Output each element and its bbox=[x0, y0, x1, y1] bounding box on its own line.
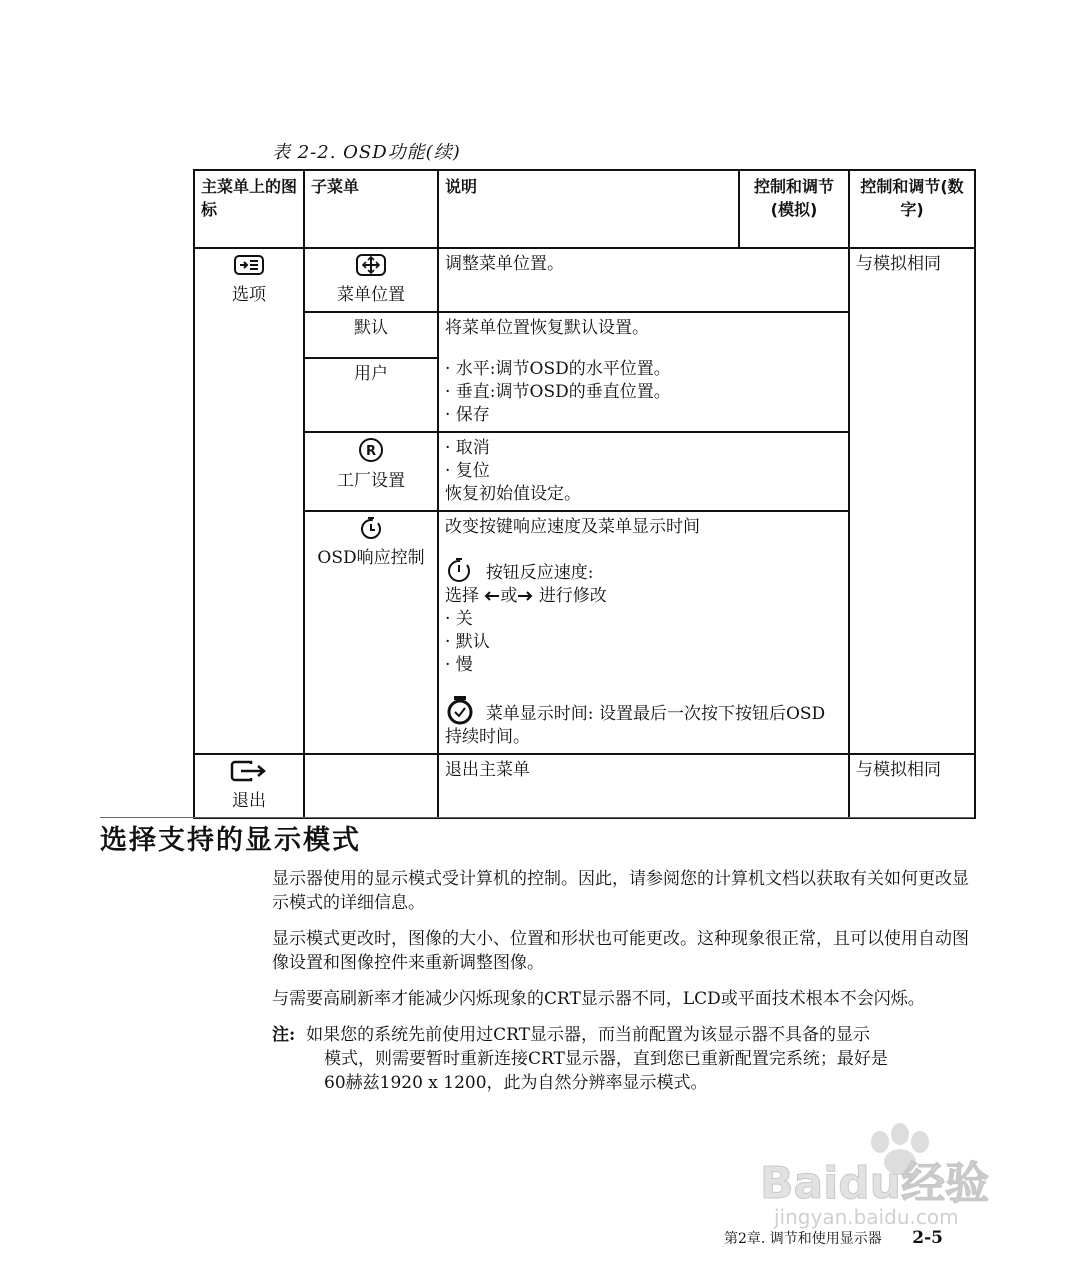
section-heading: 选择支持的显示模式 bbox=[100, 825, 361, 856]
option-default: · 默认 bbox=[445, 632, 490, 652]
baidu-watermark bbox=[760, 1120, 1010, 1234]
factory-cell bbox=[304, 432, 438, 511]
header-digital: 控制和调节(数字) bbox=[849, 170, 975, 248]
menu-position-icon bbox=[355, 253, 387, 284]
factory-desc bbox=[438, 432, 849, 511]
exit-desc: 退出主菜单 bbox=[438, 754, 849, 818]
exit-main-cell bbox=[194, 754, 304, 818]
table-row bbox=[194, 248, 975, 312]
table-row bbox=[194, 754, 975, 818]
table-header-row bbox=[194, 170, 975, 248]
select-text-b: 或 bbox=[500, 586, 518, 606]
note-line-3: 60赫兹1920 x 1200，此为自然分辨率显示模式。 bbox=[324, 1073, 708, 1093]
watermark-brand: Baidu经验 bbox=[760, 1158, 990, 1209]
select-text-a: 选择 bbox=[445, 586, 479, 606]
page-footer bbox=[724, 1228, 943, 1248]
factory-desc-restore: 恢复初始值设定。 bbox=[445, 484, 581, 504]
table-caption: 表 2-2. OSD功能(续) bbox=[272, 142, 461, 163]
osd-response-title: 改变按键响应速度及菜单显示时间 bbox=[445, 517, 700, 537]
footer-chapter: 第2章. 调节和使用显示器 bbox=[724, 1231, 882, 1247]
osd-response-label: OSD响应控制 bbox=[317, 548, 425, 568]
options-main-cell bbox=[194, 248, 304, 754]
note-label: 注: bbox=[272, 1025, 296, 1045]
button-speed-label: 按钮反应速度: bbox=[485, 563, 594, 583]
arrow-right-icon bbox=[517, 585, 533, 608]
default-label: 默认 bbox=[304, 312, 438, 358]
select-text-c: 进行修改 bbox=[538, 586, 607, 606]
exit-digital: 与模拟相同 bbox=[849, 754, 975, 818]
menu-position-label: 菜单位置 bbox=[337, 285, 405, 305]
default-user-desc bbox=[438, 312, 849, 432]
note-line-2: 模式，则需要暂时重新连接CRT显示器，直到您已重新配置完系统；最好是 bbox=[324, 1049, 888, 1069]
options-label: 选项 bbox=[232, 285, 266, 305]
paragraph-3: 与需要高刷新率才能减少闪烁现象的CRT显示器不同，LCD或平面技术根本不会闪烁。 bbox=[272, 989, 925, 1009]
option-off: · 关 bbox=[445, 609, 473, 629]
factory-reset-icon bbox=[357, 437, 385, 470]
exit-label: 退出 bbox=[232, 791, 266, 811]
stopwatch-icon bbox=[445, 695, 475, 726]
user-desc-save: · 保存 bbox=[445, 405, 490, 425]
page-number: 2-5 bbox=[912, 1228, 943, 1248]
factory-label: 工厂设置 bbox=[337, 471, 405, 491]
header-description: 说明 bbox=[438, 170, 739, 248]
section-body bbox=[272, 867, 972, 1095]
menu-time-label-cont: 持续时间。 bbox=[445, 727, 530, 747]
arrow-left-icon bbox=[484, 585, 500, 608]
note-line-1: 如果您的系统先前使用过CRT显示器，而当前配置为该显示器不具备的显示 bbox=[306, 1025, 870, 1045]
factory-desc-cancel: · 取消 bbox=[445, 438, 490, 458]
button-speed-icon bbox=[445, 557, 475, 585]
svg-text:R: R bbox=[365, 444, 377, 459]
header-main-icon: 主菜单上的图标 bbox=[194, 170, 304, 248]
options-digital-cell: 与模拟相同 bbox=[849, 248, 975, 754]
osd-response-cell bbox=[304, 511, 438, 754]
timer-icon bbox=[358, 516, 384, 547]
osd-function-table bbox=[193, 169, 976, 819]
watermark-url: jingyan.baidu.com bbox=[774, 1205, 959, 1229]
user-desc-vertical: · 垂直:调节OSD的垂直位置。 bbox=[445, 382, 671, 402]
user-desc-horizontal: · 水平:调节OSD的水平位置。 bbox=[445, 359, 671, 379]
menu-time-label: 菜单显示时间: 设置最后一次按下按钮后OSD bbox=[485, 704, 826, 724]
menu-position-cell bbox=[304, 248, 438, 312]
osd-response-desc bbox=[438, 511, 849, 754]
option-slow: · 慢 bbox=[445, 655, 473, 675]
paragraph-2: 显示模式更改时，图像的大小、位置和形状也可能更改。这种现象很正常，且可以使用自动图像设置和图像控件来重新调整图像。 bbox=[272, 929, 969, 973]
default-desc: 将菜单位置恢复默认设置。 bbox=[445, 318, 649, 338]
factory-desc-reset: · 复位 bbox=[445, 461, 490, 481]
user-label: 用户 bbox=[304, 358, 438, 432]
header-submenu: 子菜单 bbox=[304, 170, 438, 248]
options-icon bbox=[233, 253, 265, 284]
exit-submenu-cell bbox=[304, 754, 438, 818]
header-analog: 控制和调节(模拟) bbox=[739, 170, 849, 248]
menu-position-desc: 调整菜单位置。 bbox=[438, 248, 849, 312]
exit-icon bbox=[229, 759, 269, 790]
note bbox=[272, 1023, 972, 1095]
paragraph-1: 显示器使用的显示模式受计算机的控制。因此，请参阅您的计算机文档以获取有关如何更改显示模式的详细信息。 bbox=[272, 869, 969, 913]
